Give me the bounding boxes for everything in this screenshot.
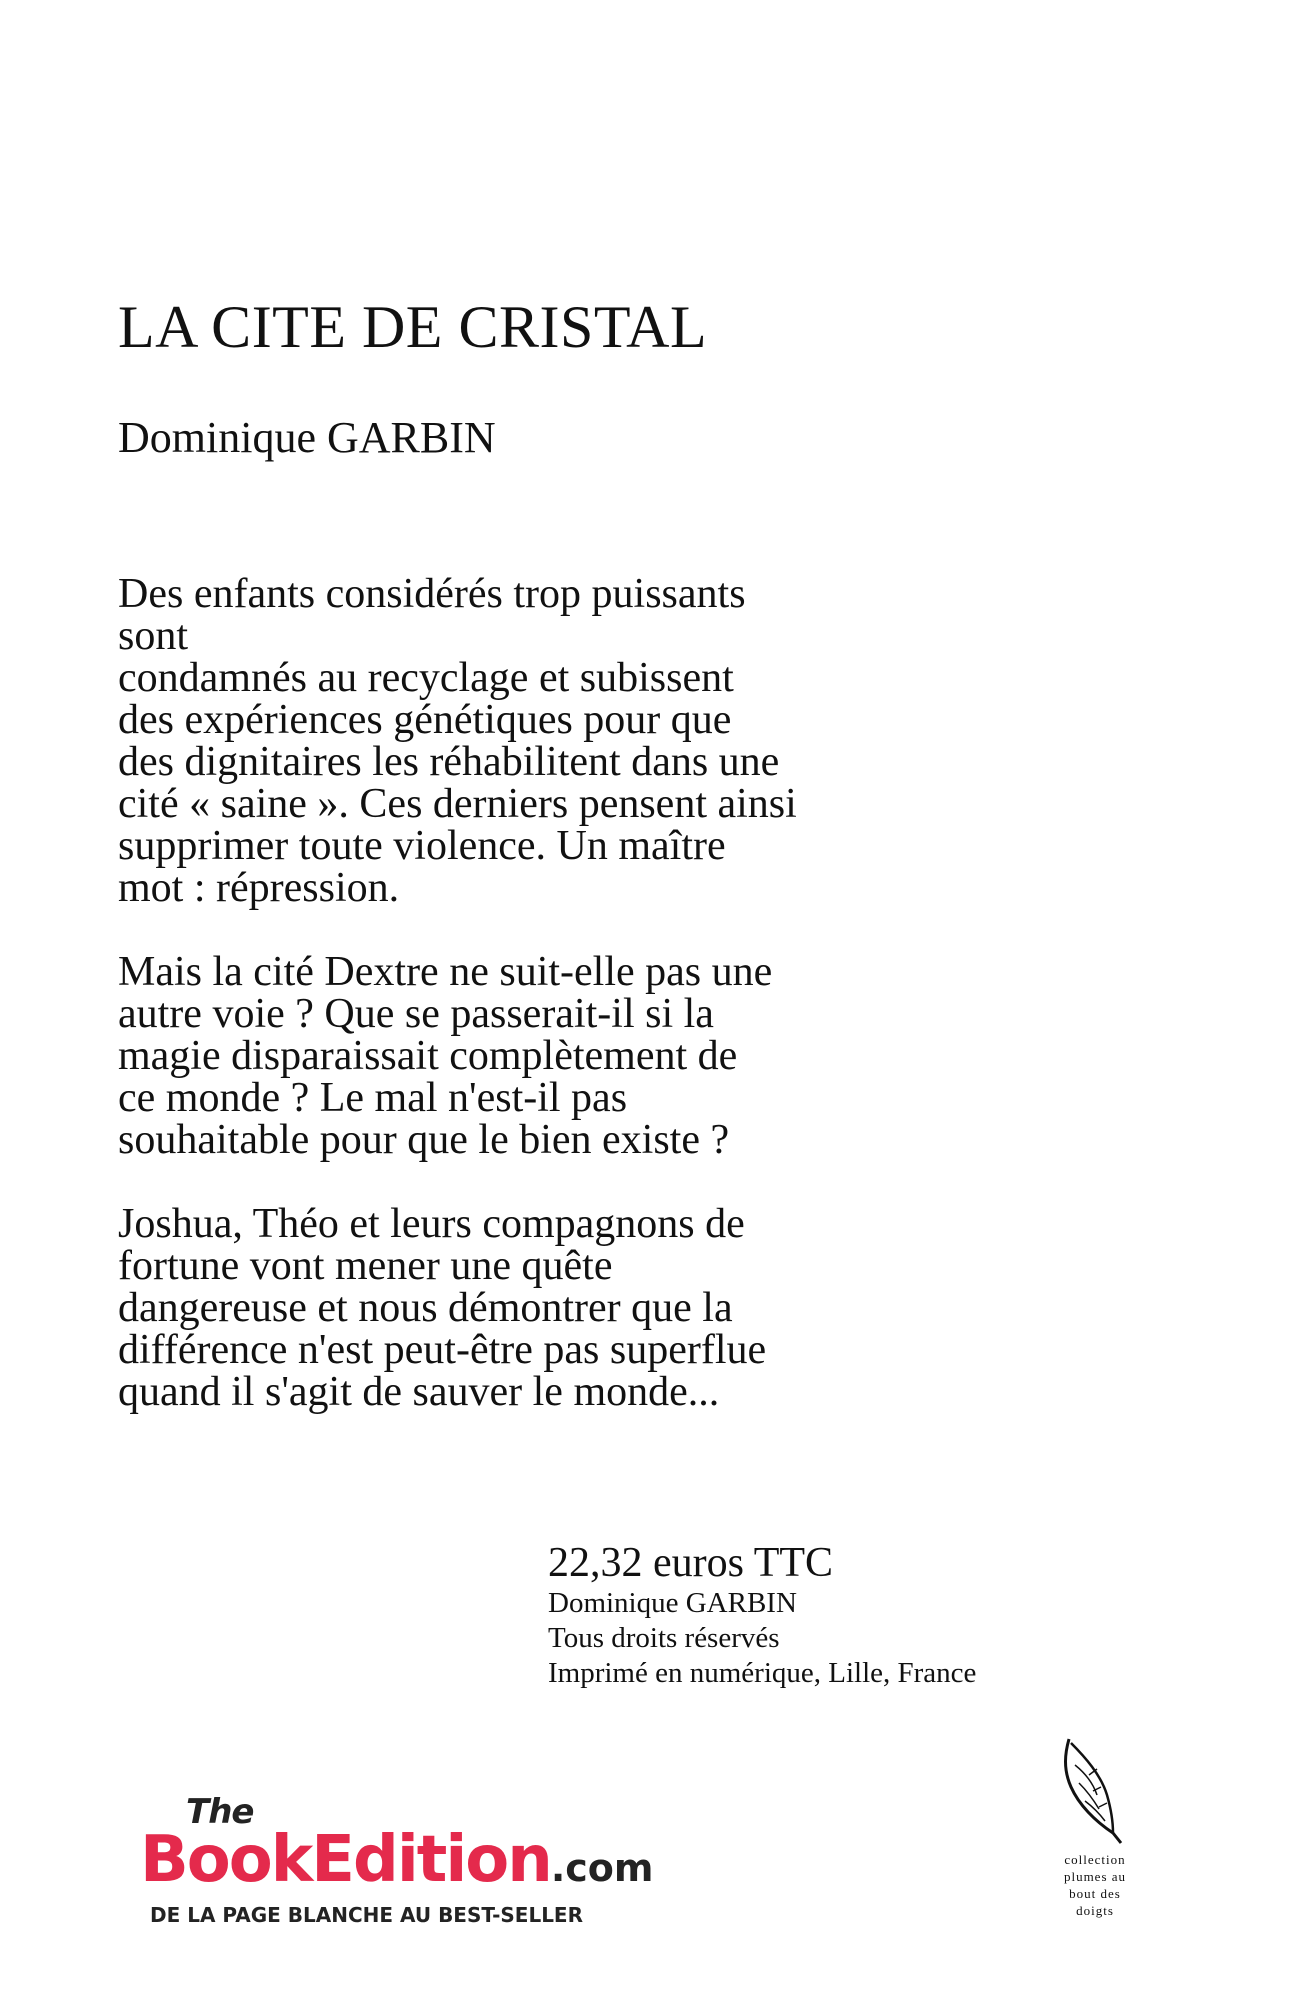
blurb-line: quand il s'agit de sauver le monde...	[118, 1369, 720, 1415]
printing-notice: Imprimé en numérique, Lille, France	[548, 1657, 977, 1689]
blurb-line: sont	[118, 613, 189, 659]
blurb-line: cité « saine ». Ces derniers pensent ainsi	[118, 781, 797, 827]
publisher-logo	[140, 1792, 700, 1935]
blurb-paragraph-2	[118, 951, 978, 1161]
blurb-line: magie disparaissait complètement de	[118, 1033, 738, 1079]
collection-line: bout des	[1069, 1886, 1121, 1901]
collection-label	[1045, 1851, 1145, 1919]
blurb-line: Joshua, Théo et leurs compagnons de	[118, 1201, 745, 1247]
blurb-line: condamnés au recyclage et subissent	[118, 655, 734, 701]
logo-name: BookEdition	[140, 1823, 551, 1897]
blurb-line: supprimer toute violence. Un maître	[118, 823, 726, 869]
collection-line: plumes au	[1063, 1869, 1127, 1884]
blurb-line: Mais la cité Dextre ne suit-elle pas une	[118, 949, 773, 995]
blurb-line: fortune vont mener une quête	[118, 1243, 613, 1289]
logo-suffix: .com	[550, 1846, 654, 1890]
pricing-block	[548, 1540, 1248, 1691]
collection-line: collection	[1064, 1852, 1126, 1867]
rights-notice: Tous droits réservés	[548, 1622, 780, 1654]
collection-mark	[1045, 1735, 1145, 1919]
pricing-author: Dominique GARBIN	[548, 1587, 797, 1619]
blurb-line: autre voie ? Que se passerait-il si la	[118, 991, 714, 1037]
logo-tagline: DE LA PAGE BLANCHE AU BEST-SELLER	[150, 1903, 583, 1927]
collection-line: doigts	[1076, 1903, 1114, 1918]
blurb-line: dangereuse et nous démontrer que la	[118, 1285, 733, 1331]
book-author: Dominique GARBIN	[118, 413, 496, 462]
logo-wordmark	[140, 1825, 653, 1903]
blurb-line: des expériences génétiques pour que	[118, 697, 732, 743]
price: 22,32 euros TTC	[548, 1540, 834, 1586]
blurb-line: ce monde ? Le mal n'est-il pas	[118, 1075, 628, 1121]
blurb-line: Des enfants considérés trop puissants	[118, 571, 746, 617]
blurb-paragraph-1	[118, 573, 978, 909]
book-title: LA CITE DE CRISTAL	[118, 294, 708, 360]
feather-icon	[1055, 1735, 1135, 1845]
logo-the: The	[186, 1792, 254, 1832]
blurb-paragraph-3	[118, 1203, 978, 1413]
book-blurb	[118, 573, 978, 1455]
blurb-line: mot : répression.	[118, 865, 400, 911]
blurb-line: différence n'est peut-être pas superflue	[118, 1327, 767, 1373]
blurb-line: souhaitable pour que le bien existe ?	[118, 1117, 730, 1163]
blurb-line: des dignitaires les réhabilitent dans une	[118, 739, 780, 785]
